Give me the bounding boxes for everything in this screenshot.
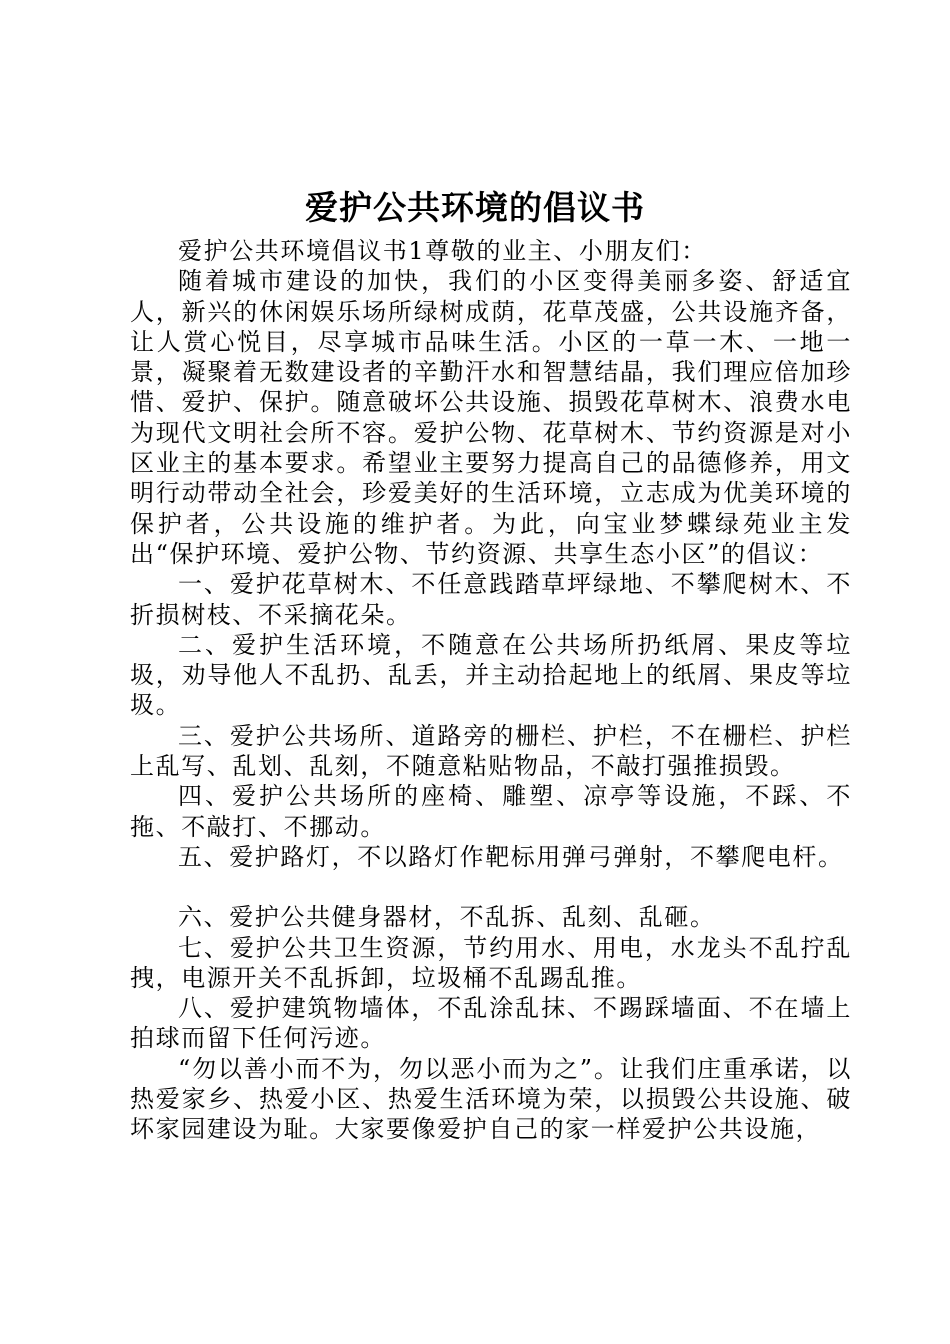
paragraph-item-7: 七、爱护公共卫生资源，节约用水、用电，水龙头不乱拧乱拽，电源开关不乱拆卸，垃圾桶不乱踢乱推。 (130, 933, 852, 992)
paragraph-closing: “勿以善小而不为，勿以恶小而为之”。让我们庄重承诺，以热爱家乡、热爱小区、热爱生活环境为荣，以损毁公共设施、破坏家园建设为耻。大家要像爱护自己的家一样爱护公共设施， (130, 1054, 852, 1144)
document-body (130, 236, 852, 1145)
paragraph-salutation: 爱护公共环境倡议书1尊敬的业主、小朋友们： (178, 237, 707, 265)
paragraph-item-4: 四、爱护公共场所的座椅、雕塑、凉亭等设施，不踩、不拖、不敲打、不挪动。 (130, 782, 852, 841)
paragraph-intro: 随着城市建设的加快，我们的小区变得美丽多姿、舒适宜人，新兴的休闲娱乐场所绿树成荫，花草茂盛，公共设施齐备，让人赏心悦目，尽享城市品味生活。小区的一草一木、一地一景，凝聚着无数建设者的辛勤汗水和智慧结晶，我们理应倍加珍惜、爱护、保护。随意破坏公共设施、损毁花草树木、浪费水电为现代文明社会所不容。爱护公物、花草树木、节约资源是对小区业主的基本要求。希望业主要努力提高自己的品德修养，用文明行动带动全社会，珍爱美好的生活环境，立志成为优美环境的保护者，公共设施的维护者。为此，向宝业梦蝶绿苑业主发出“保护环境、爱护公物、节约资源、共享生态小区”的倡议： (130, 267, 852, 568)
paragraph-item-3: 三、爱护公共场所、道路旁的栅栏、护栏，不在栅栏、护栏上乱写、乱划、乱刻，不随意粘贴物品，不敲打强推损毁。 (130, 721, 852, 781)
paragraph-item-5: 五、爱护路灯，不以路灯作靶标用弹弓弹射，不攀爬电杆。 (178, 842, 844, 871)
document-title: 爱护公共环境的倡议书 (305, 188, 645, 227)
paragraph-item-2: 二、爱护生活环境，不随意在公共场所扔纸屑、果皮等垃圾，劝导他人不乱扔、乱丢，并主动拾起地上的纸屑、果皮等垃圾。 (130, 630, 852, 720)
paragraph-item-8: 八、爱护建筑物墙体，不乱涂乱抹、不踢踩墙面、不在墙上拍球而留下任何污迹。 (130, 994, 852, 1053)
paragraph-item-6: 六、爱护公共健身器材，不乱拆、乱刻、乱砸。 (178, 903, 716, 932)
paragraph-item-1: 一、爱护花草树木、不任意践踏草坪绿地、不攀爬树木、不折损树枝、不采摘花朵。 (130, 570, 852, 629)
